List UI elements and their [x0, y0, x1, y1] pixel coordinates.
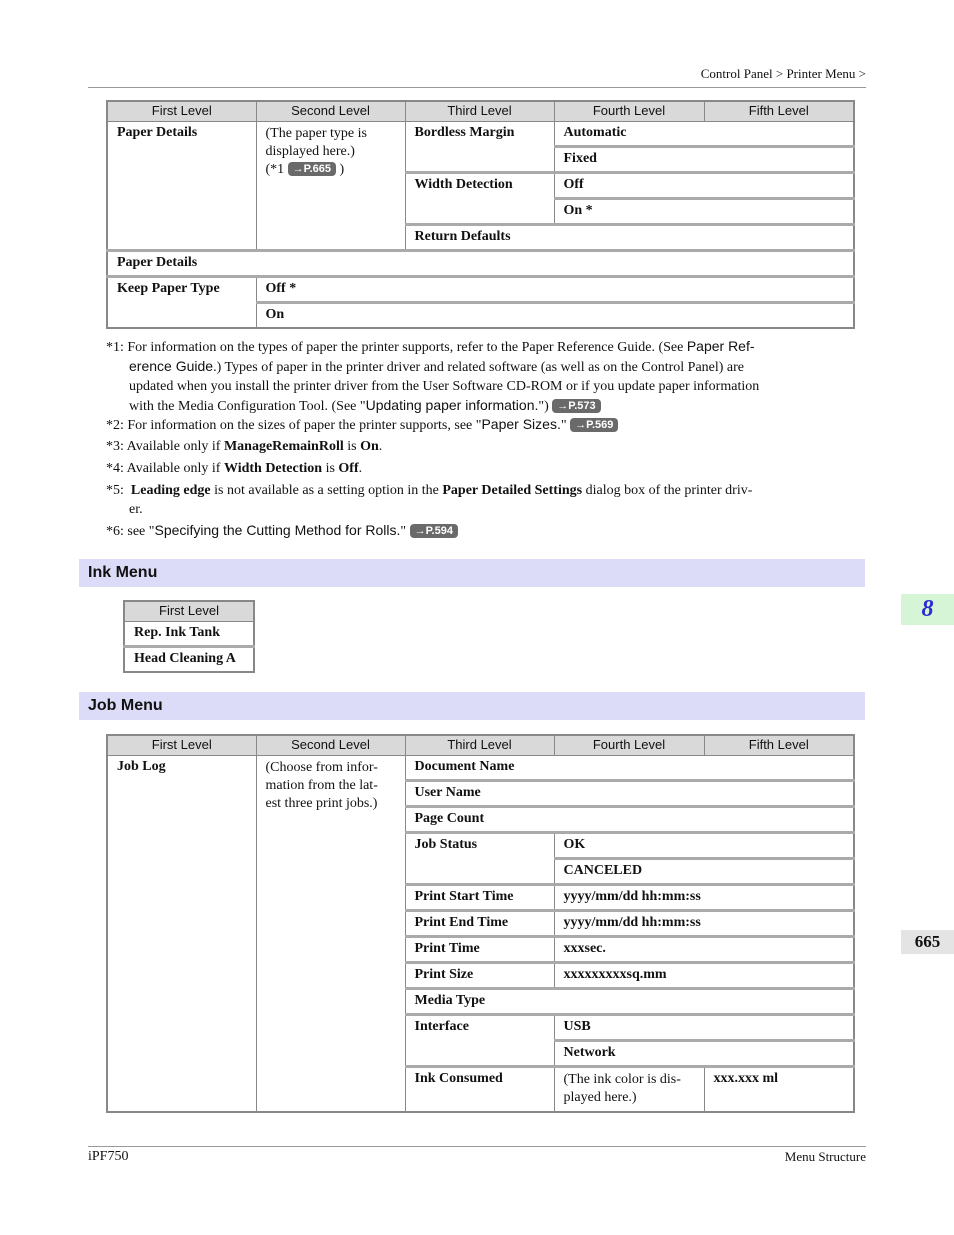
- fn1-text-a: *1: For information on the types of paper the printer supports, refer to the Paper Reference Guide. (See: [106, 340, 687, 355]
- cell-print-start-value: yyyy/mm/dd hh:mm:ss: [554, 885, 854, 911]
- cell-ok: OK: [554, 833, 854, 859]
- section-job-menu: Job Menu: [79, 692, 865, 720]
- fn4-text-e: .: [358, 461, 363, 476]
- printer-menu-table: [106, 100, 855, 329]
- col-fifth-level: Fifth Level: [704, 101, 854, 122]
- cell-return-defaults: Return Defaults: [405, 225, 854, 251]
- footnote-4: [106, 459, 846, 478]
- fn1-link[interactable]: Paper Ref-: [686, 338, 755, 354]
- cell-usb: USB: [554, 1015, 854, 1041]
- cell-document-name: Document Name: [405, 756, 854, 781]
- paper-type-note-line3: (*1: [265, 162, 285, 177]
- col-third-level: Third Level: [405, 101, 554, 122]
- cell-off: Off: [554, 173, 854, 199]
- cell-canceled: CANCELED: [554, 859, 854, 885]
- paper-type-note-line4: ): [339, 162, 345, 177]
- page-number: 665: [901, 930, 954, 954]
- ink-color-note-line1: (The ink color is dis-: [563, 1072, 681, 1087]
- fn4-bold-b: Off: [338, 461, 359, 476]
- footnote-6: [106, 521, 846, 541]
- cell-print-time: Print Time: [405, 937, 554, 963]
- footnote-1: [106, 337, 846, 416]
- fn1-link-cont[interactable]: erence Guide: [129, 358, 214, 374]
- col-second-level: Second Level: [256, 101, 405, 122]
- cell-media-type: Media Type: [405, 989, 854, 1015]
- fn1-text-c: updated when you install the printer driver from the User Software CD-ROM or if you update paper information: [129, 379, 760, 394]
- fn5-bold-b: Paper Detailed Settings: [442, 483, 583, 498]
- fn2-page-ref[interactable]: →P.569: [570, 418, 618, 432]
- cell-off-star: Off *: [256, 277, 854, 303]
- cell-keep-paper-type: Keep Paper Type: [107, 277, 256, 329]
- fn1-text-e: "): [538, 399, 549, 414]
- ink-item-head-cleaning-a: Head Cleaning A: [124, 647, 254, 673]
- cell-interface: Interface: [405, 1015, 554, 1067]
- fn4-text-a: *4: Available only if: [106, 461, 224, 476]
- fn3-text-a: *3: Available only if: [106, 439, 224, 454]
- chapter-tab[interactable]: 8: [901, 594, 954, 625]
- cell-print-start-time: Print Start Time: [405, 885, 554, 911]
- cell-print-end-time: Print End Time: [405, 911, 554, 937]
- cell-bordless-margin: Bordless Margin: [405, 122, 554, 173]
- fn6-page-ref[interactable]: →P.594: [410, 524, 458, 538]
- fn1-text-b: .) Types of paper in the printer driver and related software (as well as on the Control Panel) are: [213, 360, 745, 375]
- job-menu-table: [106, 734, 855, 1113]
- fn6-text-b: ": [400, 524, 407, 539]
- ink-menu-table: [123, 600, 255, 673]
- fn4-bold-a: Width Detection: [223, 461, 323, 476]
- job-col-third-level: Third Level: [405, 735, 554, 756]
- fn3-bold-a: ManageRemainRoll: [223, 439, 344, 454]
- job-col-first-level: First Level: [107, 735, 256, 756]
- cell-on-star: On *: [554, 199, 854, 225]
- job-col-second-level: Second Level: [256, 735, 405, 756]
- ink-col-first-level: First Level: [124, 601, 254, 622]
- footer-rule: [88, 1146, 866, 1147]
- fn6-link[interactable]: Specifying the Cutting Method for Rolls.: [154, 522, 401, 538]
- cell-page-count: Page Count: [405, 807, 854, 833]
- breadcrumb: Control Panel > Printer Menu >: [700, 66, 866, 81]
- footnote-3: [106, 437, 846, 456]
- fn2-text-a: *2: For information on the sizes of paper the printer supports, see ": [106, 418, 482, 433]
- fn2-link[interactable]: Paper Sizes.: [481, 416, 561, 432]
- cell-automatic: Automatic: [554, 122, 854, 147]
- fn6-text-a: *6: see ": [106, 524, 155, 539]
- cell-network: Network: [554, 1041, 854, 1067]
- cell-choose-note: [256, 756, 405, 1113]
- section-ink-menu: Ink Menu: [79, 559, 865, 587]
- cell-ink-value: xxx.xxx ml: [704, 1067, 854, 1113]
- choose-note-line1: (Choose from infor-: [265, 760, 378, 775]
- cell-print-end-value: yyyy/mm/dd hh:mm:ss: [554, 911, 854, 937]
- fn4-text-c: is: [322, 461, 339, 476]
- fn1-link-updating[interactable]: Updating paper information.: [365, 397, 539, 413]
- fn1-page-ref[interactable]: →P.573: [552, 399, 600, 413]
- cell-print-size: Print Size: [405, 963, 554, 989]
- paper-type-note-line2: displayed here.): [265, 144, 355, 159]
- fn3-bold-b: On: [360, 439, 379, 454]
- fn5-bold-a: Leading edge: [130, 483, 211, 498]
- ink-item-rep-ink-tank: Rep. Ink Tank: [124, 622, 254, 647]
- fn3-text-e: .: [378, 439, 383, 454]
- footnote-5: [106, 481, 846, 519]
- job-col-fourth-level: Fourth Level: [554, 735, 704, 756]
- fn2-text-b: ": [560, 418, 567, 433]
- choose-note-line3: est three print jobs.): [265, 796, 378, 811]
- page-ref-badge[interactable]: →P.665: [288, 162, 336, 176]
- cell-user-name: User Name: [405, 781, 854, 807]
- fn5-text-f: er.: [129, 502, 143, 517]
- fn5-text-a: *5:: [106, 483, 131, 498]
- cell-paper-type-note: [256, 122, 405, 251]
- cell-fixed: Fixed: [554, 147, 854, 173]
- footer-section: Menu Structure: [784, 1149, 866, 1164]
- cell-paper-details-2: Paper Details: [107, 251, 854, 277]
- ink-color-note-line2: played here.): [563, 1090, 637, 1105]
- col-fourth-level: Fourth Level: [554, 101, 704, 122]
- fn5-text-e: dialog box of the printer driv-: [582, 483, 753, 498]
- footer-model: iPF750: [88, 1149, 129, 1164]
- cell-on: On: [256, 303, 854, 329]
- cell-job-status: Job Status: [405, 833, 554, 885]
- fn1-text-d: with the Media Configuration Tool. (See ": [129, 399, 366, 414]
- footnote-2: [106, 415, 846, 435]
- cell-paper-details: Paper Details: [107, 122, 256, 251]
- col-first-level: First Level: [107, 101, 256, 122]
- fn5-text-c: is not available as a setting option in the: [210, 483, 443, 498]
- cell-print-size-value: xxxxxxxxxsq.mm: [554, 963, 854, 989]
- cell-ink-consumed: Ink Consumed: [405, 1067, 554, 1113]
- cell-print-time-value: xxxsec.: [554, 937, 854, 963]
- cell-ink-color-note: [554, 1067, 704, 1113]
- paper-type-note-line1: (The paper type is: [265, 126, 367, 141]
- cell-width-detection: Width Detection: [405, 173, 554, 225]
- header-rule: [88, 87, 866, 88]
- choose-note-line2: mation from the lat-: [265, 778, 378, 793]
- cell-job-log: Job Log: [107, 756, 256, 1113]
- fn3-text-c: is: [343, 439, 361, 454]
- job-col-fifth-level: Fifth Level: [704, 735, 854, 756]
